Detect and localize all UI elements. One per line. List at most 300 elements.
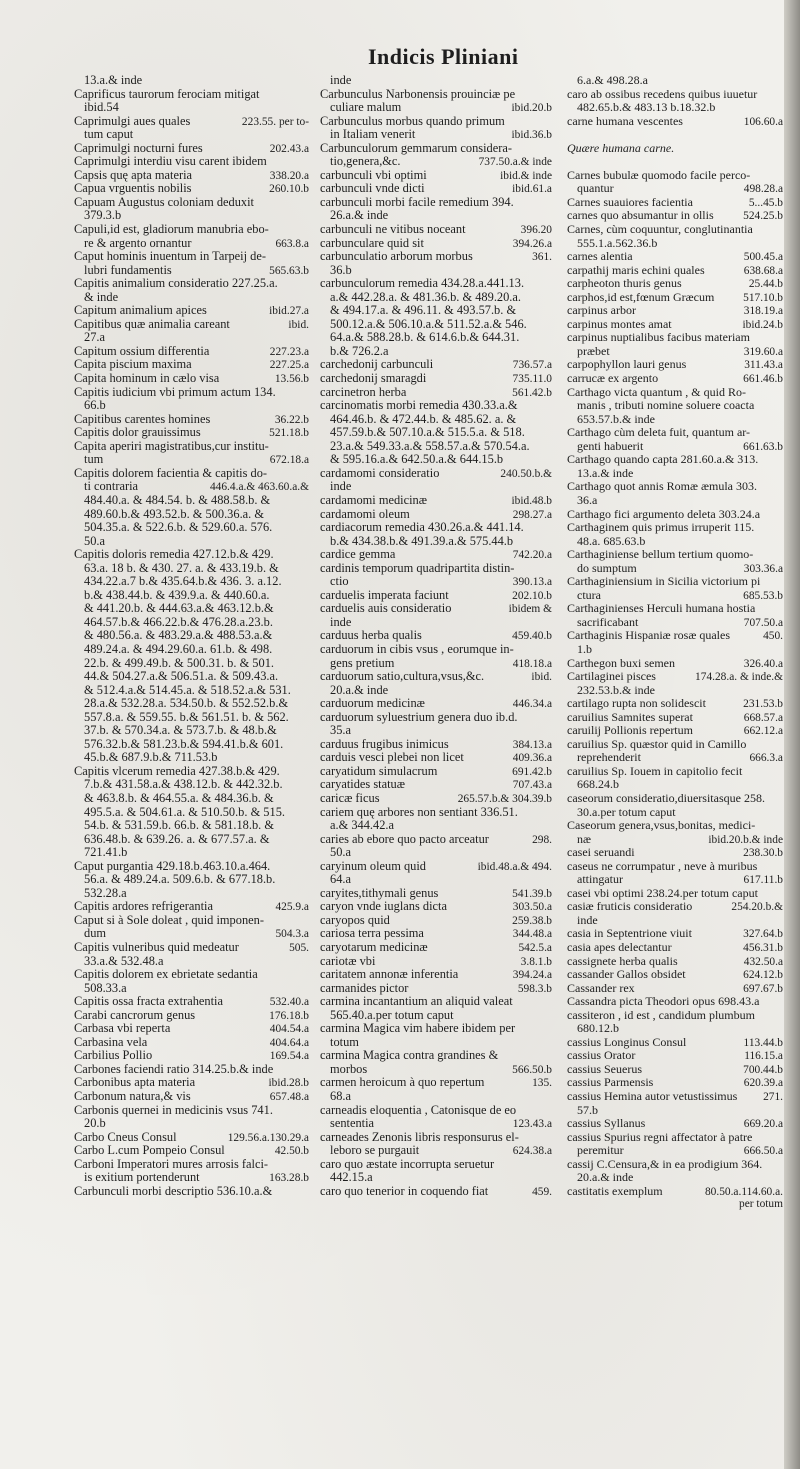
index-entry-line [74, 602, 309, 616]
index-entry-text: Carabi cancrorum genus [74, 1008, 196, 1022]
index-entry-text: & 463.8.b. & 464.55.a. & 484.36.b. & [84, 791, 274, 805]
index-entry-line [567, 1171, 783, 1185]
index-entry-line [567, 426, 783, 440]
index-entry-reference: 163.28.b [269, 1172, 309, 1185]
index-entry-text: totum [330, 1035, 359, 1049]
index-entry-text: cassius Longinus Consul [567, 1035, 687, 1049]
index-entry-line [74, 345, 309, 359]
index-entry-text: 37.b. & 570.34.a. & 573.7.b. & 48.b.& [84, 724, 277, 738]
index-entry-line [320, 453, 552, 467]
index-entry-text: Cassandra picta Theodori opus 698.43.a [567, 995, 760, 1009]
index-entry-line [320, 480, 552, 494]
index-entry-reference: 13.56.b [274, 373, 309, 386]
index-entry-line [320, 955, 552, 969]
index-entry-text: 1.b [577, 642, 592, 656]
index-entry-text: casiæ fruticis consideratio [567, 900, 693, 914]
index-entry-text: re & argento ornantur [84, 236, 192, 250]
index-entry-line [320, 318, 552, 332]
index-entry-line [567, 318, 783, 332]
index-entry-line [74, 860, 309, 874]
index-entry-reference: 505. [289, 942, 309, 954]
index-entry-text: ibid.54 [84, 101, 119, 115]
index-entry-reference: 260.10.b [269, 183, 309, 196]
index-entry-reference: 459. [532, 1185, 552, 1198]
index-entry-text: 489.24.a. & 494.29.60.a. 61.b. & 498. [84, 642, 273, 656]
index-entry-text: 13.a.& inde [577, 466, 634, 480]
index-entry-line [567, 711, 783, 725]
index-entry-line [74, 643, 309, 657]
index-entry-line [320, 237, 552, 251]
index-entry-text: Carthaginem quis primus irruperit 115. [567, 521, 755, 535]
index-entry-text: 495.5.a. & 504.61.a. & 510.50.b. & 515. [84, 805, 285, 819]
index-entry-reference: 404.64.a [269, 1036, 309, 1049]
index-entry-text: 64.a [330, 873, 351, 887]
index-entry-text: Caprificus taurorum ferociam mitigat [74, 87, 260, 101]
index-entry-reference: 456.31.b [743, 942, 783, 954]
index-entry-line [74, 751, 309, 765]
index-entry-reference: ibid. [288, 318, 309, 331]
index-entry-line [74, 155, 309, 169]
index-entry-text: Capitibus carentes homines [74, 412, 211, 426]
index-entry-line [74, 88, 309, 102]
index-entry-line [74, 927, 309, 941]
index-entry-line [74, 1049, 309, 1063]
index-entry-text: cariosa terra pessima [320, 927, 424, 941]
index-entry-line [320, 467, 552, 481]
index-entry-line [567, 1090, 783, 1104]
index-entry-line [320, 548, 552, 562]
index-entry-text: 50.a [84, 534, 105, 548]
index-entry-line [567, 819, 783, 833]
index-entry-text: carbunculi morbi facile remedium 394. [320, 195, 514, 209]
index-entry-text: 22.b. & 499.49.b. & 500.31. b. & 501. [84, 656, 274, 670]
index-entry-text: 482.65.b.& 483.13 b.18.32.b [577, 101, 716, 115]
index-entry-line [320, 1185, 552, 1199]
index-entry-line [320, 1022, 552, 1036]
index-entry-text: inde [330, 480, 352, 494]
index-entry-line [74, 724, 309, 738]
index-entry-text: 35.a [330, 724, 351, 738]
index-entry-text: Quære humana carne. [567, 141, 675, 155]
index-entry-text: Capita aperiri magistratibus,cur institu- [74, 439, 269, 453]
index-entry-reference: 707.50.a [743, 616, 783, 629]
index-entry-line [320, 1090, 552, 1104]
index-entry-reference: 432.50.a [743, 955, 783, 968]
index-entry-text: quantur [577, 182, 614, 196]
index-entry-line [320, 399, 552, 413]
index-entry-reference: 620.39.a [743, 1077, 783, 1090]
index-entry-text: Caput si à Sole doleat , quid imponen- [74, 913, 264, 927]
index-entry-line [320, 1063, 552, 1077]
index-entry-line [320, 74, 552, 88]
index-column-left [74, 74, 309, 1461]
index-entry-reference: 561.42.b [512, 386, 552, 399]
index-entry-line [74, 426, 309, 440]
index-entry-reference: ibid.24.b [742, 318, 783, 331]
index-entry-reference: 662.12.a [743, 725, 783, 738]
index-entry-line [320, 968, 552, 982]
index-entry-line [74, 765, 309, 779]
index-entry-reference: 202.43.a [269, 142, 309, 155]
index-entry-text: 20.a.& inde [577, 1171, 634, 1185]
index-entry-text: Carbunculi morbi descriptio 536.10.a.& [74, 1184, 273, 1198]
index-entry-line [74, 900, 309, 914]
index-entry-reference: 311.43.a [744, 359, 783, 372]
index-entry-text: carpinus nuptialibus facibus materiam [567, 331, 750, 345]
index-entry-reference: 169.54.a [269, 1050, 309, 1063]
index-entry-reference: 116.15.a [744, 1050, 783, 1063]
index-entry-line [74, 440, 309, 454]
index-entry-text: carchedonij smaragdi [320, 372, 427, 386]
index-entry-line [74, 1104, 309, 1118]
index-entry-line [567, 968, 783, 982]
index-entry-line [74, 914, 309, 928]
index-entry-text: Carthago quot annis Romæ æmula 303. [567, 480, 757, 494]
index-entry-reference: 735.11.0 [512, 373, 552, 386]
index-entry-text: carpinus montes amat [567, 317, 672, 331]
index-entry-text: casei seruandi [567, 846, 635, 860]
index-entry-text: Caput purgantia 429.18.b.463.10.a.464. [74, 859, 271, 873]
index-entry-line [74, 535, 309, 549]
index-entry-line [320, 887, 552, 901]
index-entry-line [74, 684, 309, 698]
index-entry-text: caryatidum simulacrum [320, 764, 438, 778]
index-entry-text: Carthago cùm deleta fuit, quantum ar- [567, 426, 751, 440]
index-entry-text: 27.a [84, 331, 105, 345]
index-entry-text: Capita piscium maxima [74, 358, 192, 372]
index-entry-line [567, 1036, 783, 1050]
index-entry-reference: 259.38.b [512, 914, 552, 927]
index-entry-reference: 500.45.a [743, 251, 783, 264]
index-entry-line [74, 657, 309, 671]
index-entry-line [320, 169, 552, 183]
index-entry-line [567, 995, 783, 1009]
index-entry-reference: ibid.20.b.& inde [708, 833, 783, 846]
index-entry-line [567, 1117, 783, 1131]
index-entry-text: 68.a [330, 1090, 351, 1104]
index-entry-line [320, 1158, 552, 1172]
index-entry-line [74, 548, 309, 562]
index-entry-line [74, 169, 309, 183]
index-entry-text: 48.a. 685.63.b [577, 534, 646, 548]
index-entry-text: 379.3.b [84, 209, 122, 223]
index-entry-line [74, 453, 309, 467]
index-entry-line [567, 778, 783, 792]
index-entry-line [320, 358, 552, 372]
index-entry-text: gens pretium [330, 656, 395, 670]
index-entry-text: 45.b.& 687.9.b.& 711.53.b [84, 751, 218, 765]
index-entry-text: cariem quę arbores non sentiant 336.51. [320, 805, 518, 819]
index-entry-line [567, 860, 783, 874]
index-entry-line [320, 196, 552, 210]
index-entry-line [567, 88, 783, 102]
index-entry-text: caro quo æstate incorrupta seruetur [320, 1157, 495, 1171]
index-entry-text: Carthaginiensium in Sicilia victorium pi [567, 575, 761, 589]
index-entry-line [320, 927, 552, 941]
index-entry-reference: 344.48.a [512, 928, 552, 941]
index-entry-reference: 318.19.a [743, 305, 783, 318]
index-entry-line [74, 413, 309, 427]
index-entry-reference: 638.68.a [743, 264, 783, 277]
index-entry-line [74, 372, 309, 386]
index-entry-text: b.& 434.38.b.& 491.39.a.& 575.44.b [330, 534, 514, 548]
index-entry-line [567, 765, 783, 779]
index-entry-text: cassander Gallos obsidet [567, 968, 686, 982]
index-entry-line [320, 724, 552, 738]
index-entry-line [74, 1009, 309, 1023]
index-entry-text: 484.40.a. & 484.54. b. & 488.58.b. & [84, 493, 271, 507]
index-entry-line [567, 508, 783, 522]
index-entry-text: b.& 438.44.b. & 439.9.a. & 440.60.a. [84, 588, 270, 602]
index-entry-text: 6.a.& 498.28.a [577, 74, 648, 87]
index-entry-line [320, 819, 552, 833]
index-entry-line [74, 115, 309, 129]
index-entry-text: Carbones faciendi ratio 314.25.b.& inde [74, 1062, 274, 1076]
index-entry-text: caryatides statuæ [320, 778, 405, 792]
index-entry-line [567, 914, 783, 928]
index-entry-text: Capita hominum in cælo visa [74, 372, 220, 386]
index-entry-line [320, 115, 552, 129]
index-entry-text: Carthegon buxi semen [567, 656, 675, 670]
index-entry-text: 23.a.& 549.33.a.& 558.57.a.& 570.54.a. [330, 439, 530, 453]
index-entry-line [567, 697, 783, 711]
index-entry-line [320, 1009, 552, 1023]
index-entry-text: carrucæ ex argento [567, 372, 659, 386]
index-entry-line [567, 982, 783, 996]
index-entry-text: 636.48.b. & 639.26. a. & 677.57.a. & [84, 832, 270, 846]
index-entry-text: Carbonis quernei in medicinis vsus 741. [74, 1103, 273, 1117]
index-entry-text: 30.a.per totum caput [577, 805, 676, 819]
index-entry-text: tio,genera,&c. [330, 155, 401, 169]
index-entry-text: carmina incantantium an aliquid valeat [320, 995, 513, 1009]
index-entry-text: 508.33.a [84, 981, 127, 995]
index-entry-line [74, 670, 309, 684]
index-entry-line [567, 629, 783, 643]
index-entry-text: 442.15.a [330, 1171, 373, 1185]
index-entry-line [320, 1144, 552, 1158]
index-entry-reference: 409.36.a [512, 752, 552, 765]
index-entry-text: ctio [330, 575, 349, 589]
index-entry-text: 576.32.b.& 581.23.b.& 594.41.b.& 601. [84, 737, 284, 751]
index-entry-line [74, 806, 309, 820]
index-entry-reference: 238.30.b [743, 847, 783, 860]
index-entry-line [567, 196, 783, 210]
index-entry-reference: 42.50.b [274, 1145, 309, 1158]
index-entry-text: manis , tributi nomine soluere coacta [577, 399, 755, 413]
index-entry-text: carnes quo absumantur in ollis [567, 209, 714, 223]
index-entry-reference: 498.28.a [743, 183, 783, 196]
index-entry-line [74, 128, 309, 142]
index-entry-reference: 327.64.b [743, 928, 783, 941]
index-entry-line [320, 684, 552, 698]
index-entry-reference: ibid.27.a [269, 305, 309, 318]
index-entry-line [74, 1131, 309, 1145]
index-entry-line [74, 697, 309, 711]
index-entry-reference: 700.44.b [743, 1063, 783, 1076]
index-entry-text: 44.& 504.27.a.& 506.51.a. & 509.43.a. [84, 670, 279, 684]
index-entry-line [320, 250, 552, 264]
index-entry-text: caries ab ebore quo pacto arceatur [320, 832, 489, 846]
index-entry-text: Capitis doloris remedia 427.12.b.& 429. [74, 548, 274, 562]
index-entry-line [74, 711, 309, 725]
index-column-middle [320, 74, 552, 1461]
index-entry-reference: ibid.& inde [500, 169, 552, 182]
index-entry-line [320, 995, 552, 1009]
index-entry-reference: 737.50.a.& inde [478, 156, 552, 169]
index-entry-line [74, 887, 309, 901]
index-entry-text: præbet [577, 344, 610, 358]
index-entry-text: Capsis quę apta materia [74, 168, 193, 182]
index-entry-text: 54.b. & 531.59.b. 66.b. & 581.18.b. & [84, 819, 274, 833]
index-entry-reference: 303.36.a [743, 562, 783, 575]
index-entry-reference: 691.42.b [512, 765, 552, 778]
index-entry-line [74, 792, 309, 806]
index-entry-text: Carnes suauiores facientia [567, 195, 693, 209]
index-entry-text: tum caput [84, 128, 134, 142]
index-entry-line [74, 955, 309, 969]
index-entry-line [320, 711, 552, 725]
index-entry-text: caryotarum medicinæ [320, 941, 428, 954]
index-entry-text: Carthago quando capta 281.60.a.& 313. [567, 453, 759, 467]
index-entry-text: Cartilaginei pisces [567, 670, 656, 684]
index-entry-text: Carthago victa quantum , & quid Ro- [567, 385, 746, 399]
index-entry-text: cardice gemma [320, 548, 396, 562]
index-entry-text: 434.22.a.7 b.& 435.64.b.& 436. 3. a.12. [84, 575, 282, 589]
index-entry-line [320, 1117, 552, 1131]
index-entry-text: carbunculi vnde dicti [320, 182, 425, 196]
index-entry-reference: 617.11.b [743, 874, 783, 887]
index-entry-reference: 672.18.a [269, 454, 309, 467]
index-entry-line [320, 155, 552, 169]
index-entry-text: is exitium portenderunt [84, 1171, 200, 1185]
index-entry-reference: 80.50.a.114.60.a. [704, 1185, 783, 1198]
index-entry-reference: 598.3.b [517, 982, 552, 995]
index-entry-reference: 396.20 [520, 224, 552, 237]
index-entry-text: b.& 726.2.a [330, 344, 389, 358]
index-entry-line [74, 521, 309, 535]
index-entry-reference: 459.40.b [512, 630, 552, 643]
index-entry-text: carduelis imperata faciunt [320, 588, 449, 602]
index-entry-reference: ibid.61.a [512, 183, 552, 196]
index-entry-text: tum [84, 453, 104, 467]
index-entry-text: 63.a. 18 b. & 430. 27. a. & 433.19.b. & [84, 561, 279, 575]
index-entry-line [320, 1104, 552, 1118]
index-entry-line [567, 751, 783, 765]
index-entry-line [320, 914, 552, 928]
index-entry-line [567, 792, 783, 806]
index-entry-text: carnes alentia [567, 250, 633, 264]
index-entry-text: carmina Magica vim habere ibidem per [320, 1022, 516, 1036]
index-entry-text: Capua vrguentis nobilis [74, 182, 192, 196]
index-entry-text: 28.a.& 532.28.a. 534.50.b. & 552.52.b.& [84, 697, 289, 711]
index-entry-text: 56.a. & 489.24.a. 509.6.b. & 677.18.b. [84, 873, 276, 887]
index-entry-line [567, 1022, 783, 1036]
index-entry-reference: 624.38.a [512, 1145, 552, 1158]
index-entry-line [320, 670, 552, 684]
index-entry-line [320, 264, 552, 278]
index-entry-line [320, 657, 552, 671]
index-entry-text: 532.28.a [84, 886, 127, 900]
index-entry-reference: 303.50.a [512, 901, 552, 914]
index-entry-text: & 494.17.a. & 496.11. & 493.57.b. & [330, 304, 517, 318]
index-entry-reference: 404.54.a [269, 1023, 309, 1036]
index-entry-reference: 106.60.a [743, 115, 783, 128]
index-entry-text: carduorum in cibis vsus , eorumque in- [320, 642, 514, 656]
index-entry-text: caryinum oleum quid [320, 859, 426, 873]
cross-reference-heading [567, 142, 783, 156]
index-entry-text: Carthago fici argumento deleta 303.24.a [567, 507, 761, 521]
index-entry-text: 557.8.a. & 559.55. b.& 561.51. b. & 562. [84, 710, 289, 724]
index-entry-text: 680.12.b [577, 1022, 619, 1036]
index-entry-line [567, 1131, 783, 1145]
index-entry-reference: 669.20.a [743, 1118, 783, 1131]
index-entry-reference: 271. [763, 1091, 783, 1104]
index-entry-reference: 3.8.1.b [520, 955, 552, 968]
index-entry-text: Caprimulgi aues quales [74, 114, 191, 128]
index-entry-reference: 418.18.a [512, 657, 552, 670]
index-entry-text: næ [577, 832, 592, 846]
index-entry-line [320, 209, 552, 223]
index-entry-reference: 668.57.a [743, 711, 783, 724]
index-entry-text: 464.46.b. & 472.44.b. & 485.62. a. & [330, 412, 517, 426]
index-entry-line [74, 358, 309, 372]
index-entry-line [74, 250, 309, 264]
index-entry-text: 36.b [330, 263, 352, 277]
index-entry-line [74, 873, 309, 887]
index-entry-reference: 425.9.a [275, 901, 309, 914]
index-entry-reference: 446.4.a.& 463.60.a.& [209, 481, 309, 494]
index-entry-text: 33.a.& 532.48.a [84, 954, 164, 968]
index-entry-line [74, 399, 309, 413]
index-entry-text: caryites,tithymali genus [320, 886, 439, 900]
index-entry-line [74, 1090, 309, 1104]
index-entry-reference: 736.57.a [512, 359, 552, 372]
index-entry-text: caryon vnde iuglans dicta [320, 900, 447, 914]
index-entry-text: attingatur [577, 873, 623, 887]
index-entry-text: 504.35.a. & 522.6.b. & 529.60.a. 576. [84, 521, 273, 535]
index-entry-line [74, 264, 309, 278]
index-entry-text: 7.b.& 431.58.a.& 438.12.b. & 442.32.b. [84, 778, 283, 792]
index-entry-text: carduelis auis consideratio [320, 602, 452, 616]
index-entry-line [567, 169, 783, 183]
index-entry-line [74, 318, 309, 332]
index-entry-reference: 223.55. per to- [241, 115, 309, 128]
index-entry-reference: 521.18.b [269, 427, 309, 440]
index-entry-reference: 566.50.b [512, 1063, 552, 1076]
index-entry-line [567, 562, 783, 576]
index-entry-text: 653.57.b.& inde [577, 412, 655, 426]
index-entry-reference: 541.39.b [512, 887, 552, 900]
index-entry-text: Carbunculus Narbonensis prouinciæ pe [320, 87, 516, 101]
index-entry-text: carduus herba qualis [320, 629, 422, 643]
index-entry-line [320, 88, 552, 102]
index-entry-text: carduus frugibus inimicus [320, 737, 449, 751]
index-entry-line [320, 806, 552, 820]
index-entry-text: Capitis ardores refrigerantia [74, 900, 213, 914]
index-entry-text: Capitis iudicium vbi primum actum 134. [74, 385, 276, 399]
index-entry-line [567, 250, 783, 264]
index-entry-line [567, 846, 783, 860]
index-entry-line [567, 927, 783, 941]
index-entry-text: cassius Spurius regni affectator à patre [567, 1130, 753, 1144]
index-entry-line [74, 629, 309, 643]
index-entry-line [320, 982, 552, 996]
index-entry-reference: 446.34.a [512, 698, 552, 711]
index-entry-line [567, 521, 783, 535]
index-entry-text: carpathij maris echini quales [567, 263, 705, 277]
index-entry-text: & 480.56.a. & 483.29.a.& 488.53.a.& [84, 629, 273, 643]
index-entry-line [74, 209, 309, 223]
